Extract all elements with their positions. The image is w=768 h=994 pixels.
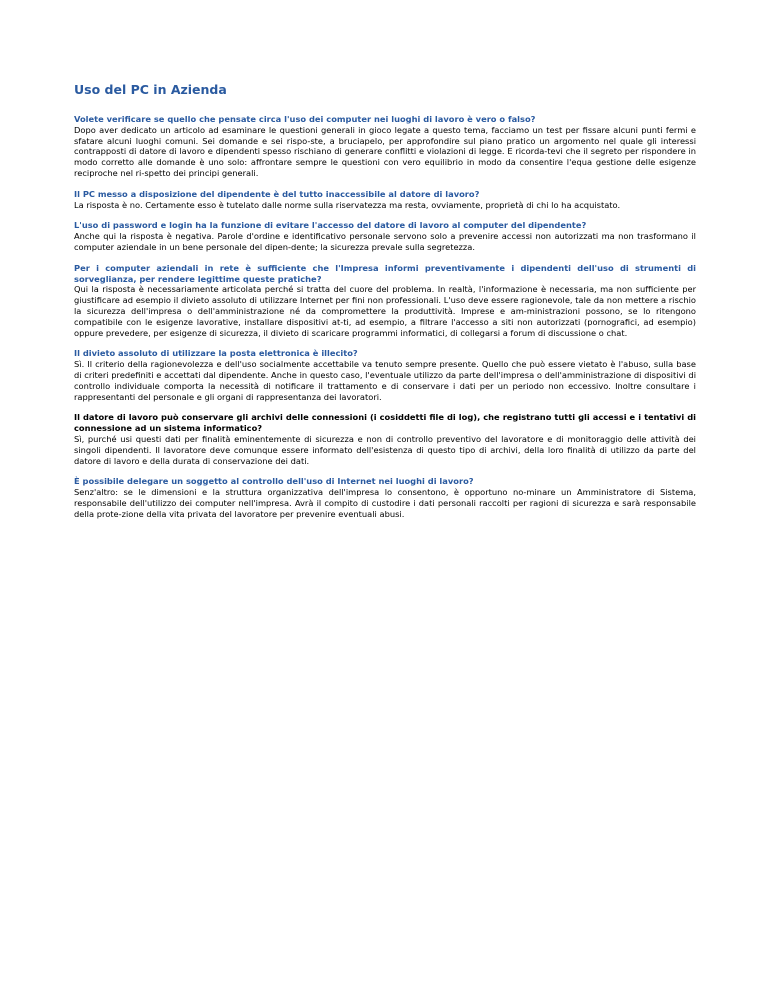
faq-answer: Anche qui la risposta è negativa. Parole d'ordine e identificativo personale servono solo a prevenire accessi non autorizzati ma non trasformano il computer aziendale in un bene personale del dipen-dente; la sicurezza prevale sulla segretezza. [74,231,696,252]
faq-section-7 [74,476,696,519]
faq-section-3 [74,220,696,252]
faq-question: È possibile delegare un soggetto al controllo dell'uso di Internet nei luoghi di lavoro? [74,476,474,487]
document-page [74,82,696,530]
faq-section-2 [74,189,696,211]
faq-section-1 [74,114,696,179]
faq-section-4 [74,263,696,339]
faq-question: Il datore di lavoro può conservare gli archivi delle connessioni (i cosiddetti file di log), che registrano tutti gli accessi e i tentativi di connessione ad un sistema informatico? [74,412,696,434]
faq-question: L'uso di password e login ha la funzione di evitare l'accesso del datore di lavoro al computer del dipendente? [74,220,587,231]
page-title: Uso del PC in Azienda [74,82,227,97]
faq-section-5 [74,348,696,402]
faq-answer: Sì, purché usi questi dati per finalità eminentemente di sicurezza e non di controllo preventivo del lavoratore e di monitoraggio delle attività dei singoli dipendenti. Il lavoratore deve comunque essere informato dell'esistenza di questo tipo di archivi, della loro finalità di utilizzo da parte del datore di lavoro e della durata di conservazione dei dati. [74,433,696,466]
faq-answer: La risposta è no. Certamente esso è tutelato dalle norme sulla riservatezza ma resta, ovviamente, proprietà di chi lo ha acquistato. [74,199,621,210]
faq-section-6 [74,412,696,466]
faq-question: Per i computer aziendali in rete è sufficiente che l'Impresa informi preventivamente i dipendenti dell'uso di strumenti di sorveglianza, per rendere legittime queste pratiche? [74,262,696,284]
faq-question: Il divieto assoluto di utilizzare la posta elettronica è illecito? [74,348,358,359]
faq-answer: Senz'altro: se le dimensioni e la struttura organizzativa dell'impresa lo consentono, è opportuno no-minare un Amministratore di Sistema, responsabile dell'utilizzo dei computer nell'impresa. Avrà il compito di custodire i dati personali raccolti per ragioni di sicurezza e sarà responsabile della prote-zione della vita privata del lavoratore per prevenire eventuali abusi. [74,487,696,519]
faq-answer: Sì. Il criterio della ragionevolezza e dell'uso socialmente accettabile va tenuto sempre presente. Quello che può essere vietato è l'abuso, sulla base di criteri predefiniti e accettati dal dipendente. Anche in questo caso, l'eventuale utilizzo da parte dell'impresa o dell'amministrazione di dispositivi di controllo individuale comporta la necessità di notificare il trattamento e di conservare i dati per un periodo non eccessivo. Inoltre consultare i rappresentanti del personale e gli organi di rappresentanza dei lavoratori. [74,359,696,402]
faq-answer: Dopo aver dedicato un articolo ad esaminare le questioni generali in gioco legate a questo tema, facciamo un test per fissare alcuni punti fermi e sfatare alcuni luoghi comuni. Sei domande e sei rispo-ste, a bruciapelo, per approfondire sul piano pratico un argomento nel quale gli interessi contrapposti di datore di lavoro e dipendenti spesso rischiano di generare conflitti e violazioni di legge. E ricorda-tevi che il segreto per rispondere in modo corretto alle domande è uno solo: affrontare sempre le questioni con vero equilibrio in modo da consentire l'equa gestione delle esigenze reciproche nel ri-spetto dei principi generali. [74,124,696,178]
faq-question: Volete verificare se quello che pensate circa l'uso dei computer nei luoghi di lavoro è vero o falso? [74,114,536,124]
faq-question: Il PC messo a disposizione del dipendente è del tutto inaccessibile al datore di lavoro? [74,188,480,199]
faq-answer: Qui la risposta è necessariamente articolata perché si tratta del cuore del problema. In realtà, l'informazione è necessaria, ma non sufficiente per giustificare ad esempio il divieto assoluto di utilizzare Internet per fini non professionali. L'uso deve essere ragionevole, tale da non mettere a rischio la sicurezza dell'impresa o dell'amministrazione né da compromettere la produttività. Imprese e am-ministrazioni possono, se lo ritengono compatibile con le esigenze lavorative, installare dispositivi at-ti, ad esempio, a filtrare l'accesso a siti non autorizzati (pornografici, ad esempio) oppure prevedere, per esigenze di sicurezza, il divieto di scaricare programmi informatici, di collegarsi a forum di discussione o chat. [74,284,696,338]
